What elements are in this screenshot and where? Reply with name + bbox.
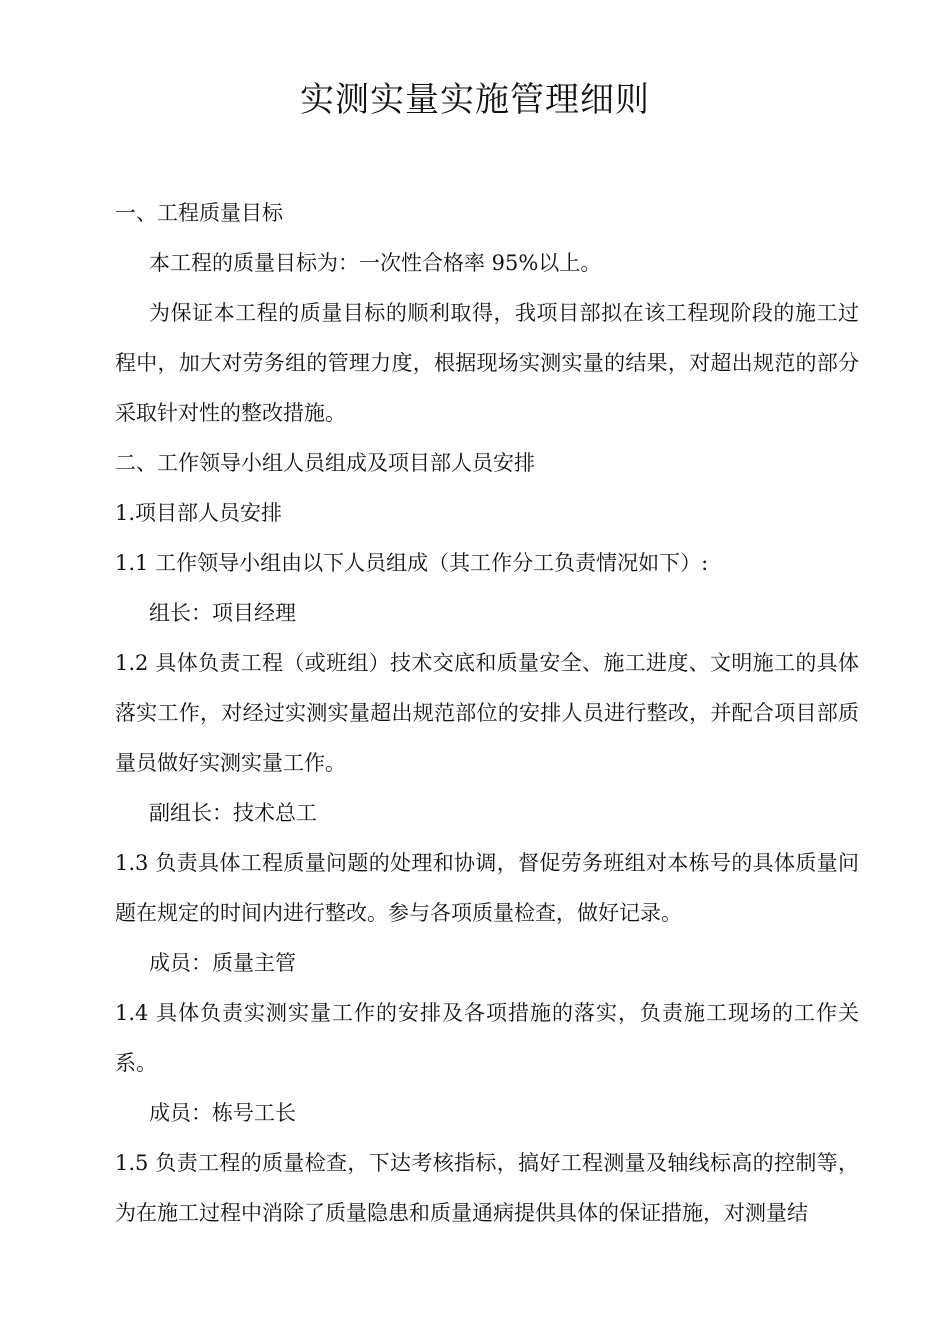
document-body [115, 188, 859, 1238]
document-title: 实测实量实施管理细则 [300, 80, 650, 120]
clause-1-5: 1.5 负责工程的质量检查，下达考核指标，搞好工程测量及轴线标高的控制等，为在施工过程中消除了质量隐患和质量通病提供具体的保证措施，对测量结 [115, 1151, 859, 1225]
role-leader: 组长：项目经理 [149, 601, 296, 625]
clause-1-2: 1.2 具体负责工程（或班组）技术交底和质量安全、施工进度、文明施工的具体落实工作，对经过实测实量超出规范部位的安排人员进行整改，并配合项目部质量员做好实测实量工作。 [115, 651, 859, 775]
role-member-quality: 成员：质量主管 [149, 951, 296, 975]
section-heading-leadership-group: 二、工作领导小组人员组成及项目部人员安排 [115, 451, 535, 475]
clause-1-4: 1.4 具体负责实测实量工作的安排及各项措施的落实，负责施工现场的工作关系。 [115, 1001, 859, 1075]
section-heading-quality-goal: 一、工程质量目标 [115, 201, 283, 225]
role-member-foreman: 成员：栋号工长 [149, 1101, 296, 1125]
clause-1-1: 1.1 工作领导小组由以下人员组成（其工作分工负责情况如下）: [115, 551, 709, 575]
paragraph-quality-assurance: 为保证本工程的质量目标的顺利取得，我项目部拟在该工程现阶段的施工过程中，加大对劳务组的管理力度，根据现场实测实量的结果，对超出规范的部分采取针对性的整改措施。 [115, 301, 859, 425]
paragraph-quality-target: 本工程的质量目标为：一次性合格率 95%以上。 [149, 251, 602, 275]
role-deputy-leader: 副组长：技术总工 [149, 801, 317, 825]
subsection-heading-staffing: 1.项目部人员安排 [115, 501, 283, 525]
clause-1-3: 1.3 负责具体工程质量问题的处理和协调，督促劳务班组对本栋号的具体质量问题在规定的时间内进行整改。参与各项质量检查，做好记录。 [115, 851, 859, 925]
